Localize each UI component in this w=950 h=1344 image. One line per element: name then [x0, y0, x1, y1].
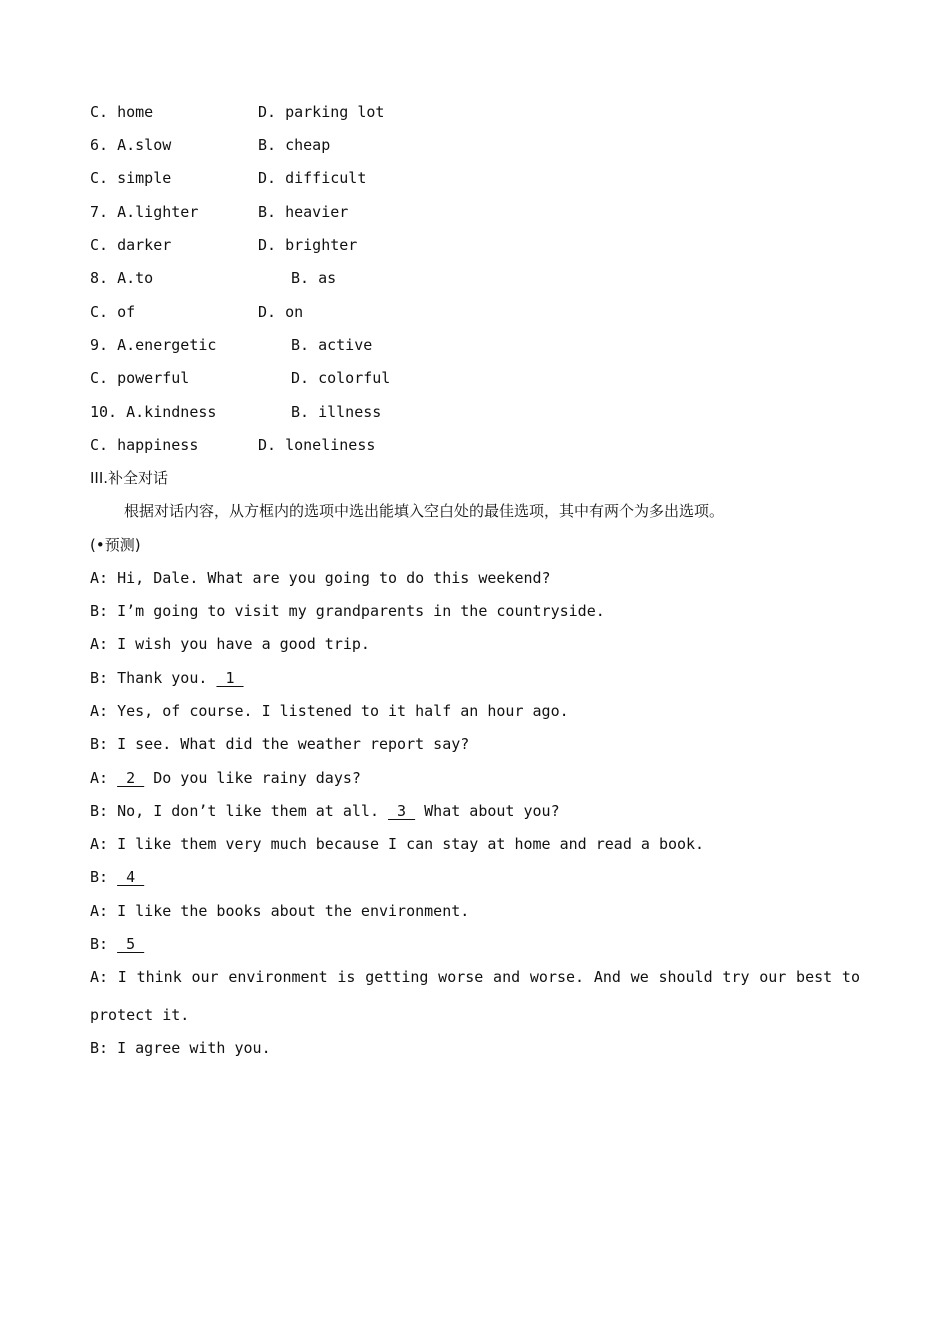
option-9c: C. powerful: [90, 369, 190, 387]
dialogue-line-8: [90, 801, 560, 821]
option-d-parking-lot: D. parking lot: [258, 103, 385, 121]
dialogue-line-12: [90, 934, 144, 954]
blank-3[interactable]: 3: [388, 802, 416, 820]
option-10b: B. illness: [291, 403, 382, 421]
blank-5[interactable]: 5: [117, 935, 145, 953]
dialogue-line-12-prefix: B:: [90, 935, 118, 953]
option-6b: B. cheap: [258, 136, 331, 154]
dialogue-line-13a: A: I think our environment is getting worse and worse. And we should try our best to: [90, 968, 860, 986]
dialogue-line-3: A: I wish you have a good trip.: [90, 635, 370, 653]
option-8c: C. of: [90, 303, 136, 321]
blank-4[interactable]: 4: [117, 868, 145, 886]
option-10a: 10. A.kindness: [90, 403, 217, 421]
option-8d: D. on: [258, 303, 304, 321]
section-instruction: 根据对话内容，从方框内的选项中选出能填入空白处的最佳选项，其中有两个为多出选项。: [124, 502, 725, 520]
dialogue-line-14: B: I agree with you.: [90, 1039, 271, 1057]
option-10d: D. loneliness: [258, 436, 376, 454]
dialogue-line-2: B: I’m going to visit my grandparents in the countryside.: [90, 602, 605, 620]
blank-2[interactable]: 2: [117, 769, 145, 787]
option-6c: C. simple: [90, 169, 172, 187]
dialogue-line-7: [90, 768, 361, 788]
option-9d: D. colorful: [291, 369, 391, 387]
section-note: (•预测): [90, 536, 141, 554]
option-7a: 7. A.lighter: [90, 203, 199, 221]
dialogue-line-11: A: I like the books about the environment.: [90, 902, 470, 920]
dialogue-line-8-prefix: B: No, I don’t like them at all.: [90, 802, 389, 820]
option-c-home: C. home: [90, 103, 154, 121]
dialogue-line-5: A: Yes, of course. I listened to it half an hour ago.: [90, 702, 569, 720]
option-8a: 8. A.to: [90, 269, 154, 287]
option-7d: D. brighter: [258, 236, 358, 254]
dialogue-line-7-prefix: A:: [90, 769, 118, 787]
dialogue-line-10: [90, 867, 144, 887]
blank-1[interactable]: 1: [216, 669, 244, 687]
option-9a: 9. A.energetic: [90, 336, 217, 354]
dialogue-line-1: A: Hi, Dale. What are you going to do this weekend?: [90, 569, 551, 587]
option-9b: B. active: [291, 336, 373, 354]
option-7c: C. darker: [90, 236, 172, 254]
dialogue-line-10-prefix: B:: [90, 868, 118, 886]
dialogue-line-6: B: I see. What did the weather report say?: [90, 735, 470, 753]
dialogue-line-4-text: B: Thank you.: [90, 669, 217, 687]
option-6d: D. difficult: [258, 169, 367, 187]
dialogue-line-4: [90, 668, 244, 688]
section-heading: III.补全对话: [90, 469, 169, 487]
option-10c: C. happiness: [90, 436, 199, 454]
dialogue-line-9: A: I like them very much because I can stay at home and read a book.: [90, 835, 705, 853]
option-6a: 6. A.slow: [90, 136, 172, 154]
dialogue-line-7-text: Do you like rainy days?: [144, 769, 361, 787]
dialogue-line-8-text: What about you?: [415, 802, 560, 820]
option-7b: B. heavier: [258, 203, 349, 221]
option-8b: B. as: [291, 269, 337, 287]
dialogue-line-13b: protect it.: [90, 1006, 190, 1024]
